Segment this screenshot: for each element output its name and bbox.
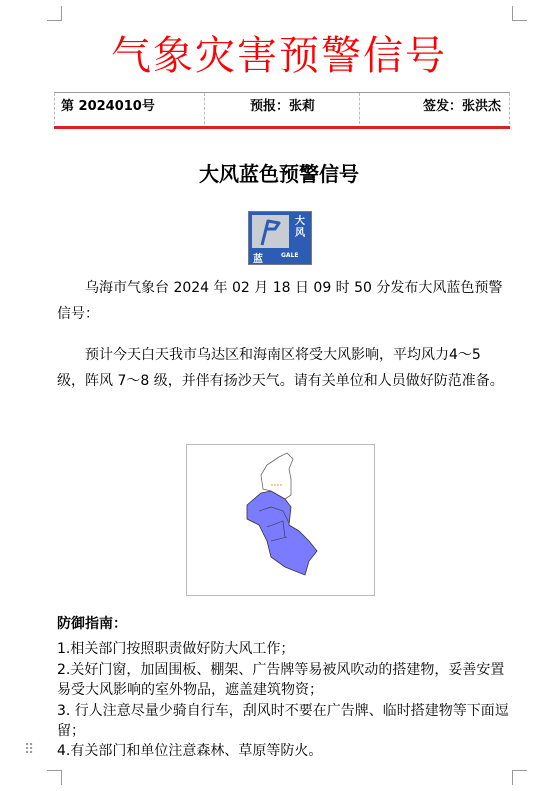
icon-label-gale: 大风 [295,216,305,239]
guidance-title: 防御指南： [57,616,127,632]
header-info-table [54,92,510,129]
guidance-item-1: 1.相关部门按照职责做好防大风工作； [57,641,295,657]
guidance-item-2: 2.关好门窗，加固围板、棚架、广告牌等易被风吹动的搭建物，妥善安置易受大风影响的室外物品，遮盖建筑物资； [57,662,505,698]
gale-blue-warning-icon [248,211,312,265]
affected-area-map [186,444,375,596]
issue-number: 第 2024010号 [54,93,204,124]
forecast-paragraph [57,342,505,394]
document-title: 气象灾害预警信号 [111,33,447,79]
wind-symbol-icon [252,215,289,248]
issue-paragraph [57,275,505,327]
crop-mark-bottom-left [47,770,62,785]
icon-label-en: GALE [281,252,299,259]
guidance-item-4: 4.有关部门和单位注意森林、草原等防火。 [57,743,323,759]
drag-handle-icon[interactable]: ⠿ [24,742,35,758]
issue-paragraph-text: 乌海市气象台 2024 年 02 月 18 日 09 时 50 分发布大风蓝色预警信号： [57,280,503,322]
crop-mark-bottom-right [512,770,527,785]
crop-mark-top-left [47,6,62,21]
forecaster: 预报：张莉 [204,93,360,124]
signer: 签发：张洪杰 [359,93,510,124]
guidance-item-3: 3. 行人注意尽量少骑自行车，刮风时不要在广告牌、临时搭建物等下面逗留； [57,703,509,739]
warning-title: 大风蓝色预警信号 [199,162,359,186]
icon-label-blue: 蓝 [253,254,263,265]
crop-mark-top-right [512,6,527,21]
forecast-paragraph-text: 预计今天白天我市乌达区和海南区将受大风影响，平均风力4～5级，阵风 7～8 级，并伴有扬沙天气。请有关单位和人员做好防范准备。 [57,347,504,389]
